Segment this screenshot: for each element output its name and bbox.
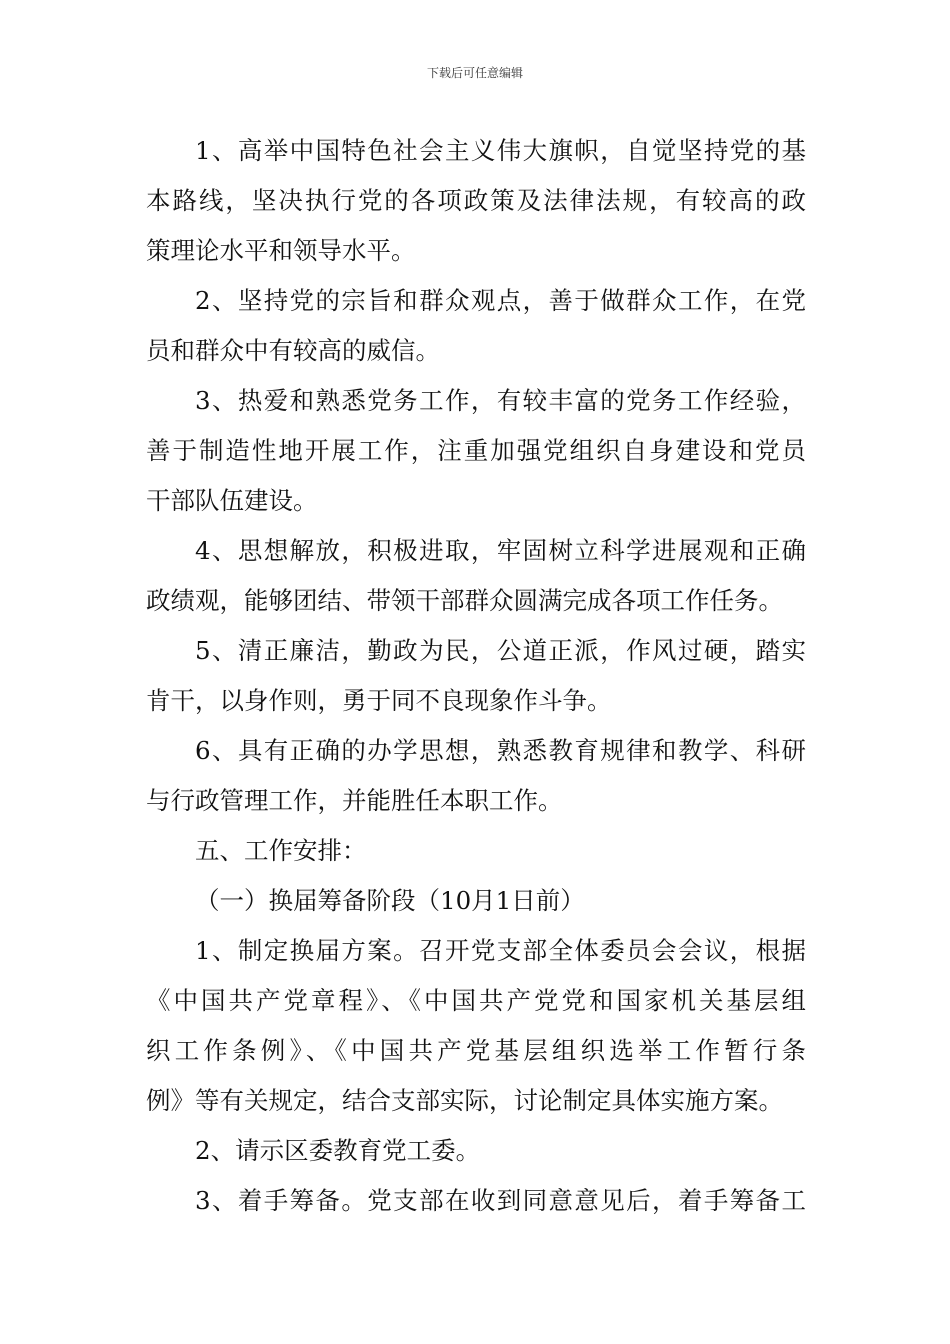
text-line: 3、热爱和熟悉党务工作，有较丰富的党务工作经验， (195, 386, 806, 415)
text-line: 肯干，以身作则，勇于同不良现象作斗争。 (146, 686, 612, 715)
section-heading: 五、工作安排： (195, 836, 367, 865)
text-line: 织工作条例》、《中国共产党基层组织选举工作暂行条 (146, 1036, 806, 1065)
page-header-note: 下载后可任意编辑 (426, 66, 523, 80)
text-line: 6、具有正确的办学思想，熟悉教育规律和教学、科研 (195, 736, 806, 765)
text-line: 1、高举中国特色社会主义伟大旗帜，自觉坚持党的基 (195, 136, 806, 165)
subsection-heading: （一）换届筹备阶段（10月1日前） (195, 886, 585, 915)
text-line: 5、清正廉洁，勤政为民，公道正派，作风过硬，踏实 (195, 636, 806, 665)
text-line: 政绩观，能够团结、带领干部群众圆满完成各项工作任务。 (146, 586, 783, 615)
document-body (146, 126, 806, 1226)
text-line: 4、思想解放，积极进取，牢固树立科学进展观和正确 (195, 536, 806, 565)
text-line: 1、制定换届方案。召开党支部全体委员会会议，根据 (195, 936, 806, 965)
text-line: 善于制造性地开展工作，注重加强党组织自身建设和党员 (146, 436, 806, 465)
text-line: 2、坚持党的宗旨和群众观点，善于做群众工作，在党 (195, 286, 806, 315)
text-line: 本路线，坚决执行党的各项政策及法律法规，有较高的政 (146, 186, 806, 215)
text-line: 例》等有关规定，结合支部实际，讨论制定具体实施方案。 (146, 1086, 783, 1115)
text-line: 策理论水平和领导水平。 (146, 236, 416, 265)
text-line: 《中国共产党章程》、《中国共产党党和国家机关基层组 (146, 986, 806, 1015)
text-line: 与行政管理工作，并能胜任本职工作。 (146, 786, 563, 815)
text-line: 员和群众中有较高的威信。 (146, 336, 440, 365)
text-line: 3、着手筹备。党支部在收到同意意见后，着手筹备工 (195, 1186, 806, 1215)
text-line: 干部队伍建设。 (146, 486, 318, 515)
text-line: 2、请示区委教育党工委。 (195, 1136, 481, 1165)
